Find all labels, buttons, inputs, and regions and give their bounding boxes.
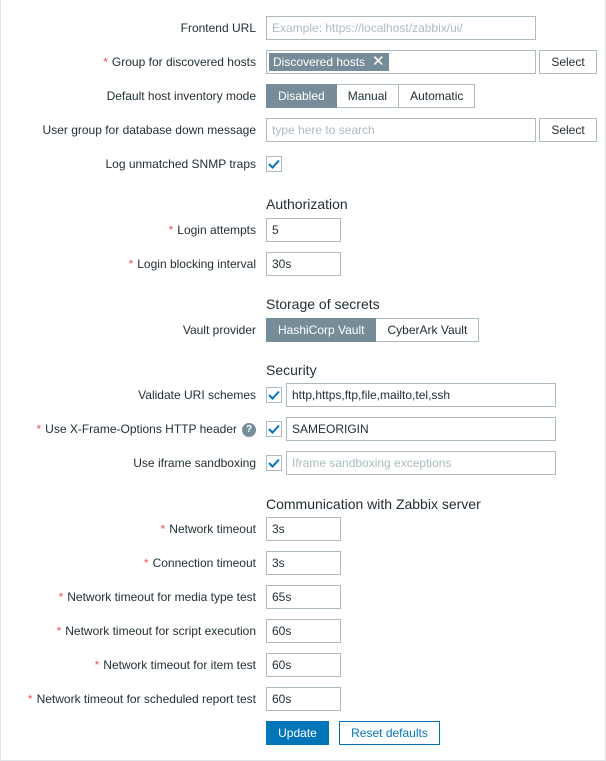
row-discovery-group [1,50,606,74]
inventory-mode-manual[interactable]: Manual [337,84,399,108]
inventory-mode-toggle [266,84,475,108]
label-connection-timeout: * Connection timeout [143,556,256,570]
help-icon[interactable]: ? [242,423,256,437]
row-db-down-group [1,118,606,142]
label-frontend-url: Frontend URL [180,21,256,35]
label-x-frame: * Use X-Frame-Options HTTP header ? [36,417,256,441]
login-block-input[interactable] [266,252,341,276]
label-script-timeout: * Network timeout for script execution [56,624,256,638]
row-snmp-traps [1,152,606,176]
script-timeout-input[interactable] [266,619,341,643]
section-communication: Communication with Zabbix server [266,496,481,512]
vault-cyberark[interactable]: CyberArk Vault [376,318,479,342]
required-asterisk: * [27,692,33,706]
row-media-timeout [1,585,606,609]
checkmark-icon [268,390,280,400]
required-asterisk: * [56,624,62,638]
required-asterisk: * [36,422,42,436]
report-timeout-input[interactable] [266,687,341,711]
required-asterisk: * [103,55,108,69]
db-down-group-select-button[interactable]: Select [539,118,597,142]
label-discovery-group: * Group for discovered hosts [103,55,256,69]
label-db-down-group: User group for database down message [42,123,256,137]
network-timeout-input[interactable] [266,517,341,541]
label-iframe: Use iframe sandboxing [133,456,256,470]
row-item-timeout [1,653,606,677]
uri-schemes-checkbox[interactable] [266,387,282,403]
row-uri-schemes [1,383,606,407]
login-attempts-input[interactable] [266,218,341,242]
discovered-hosts-tag [269,53,389,71]
required-asterisk: * [94,658,100,672]
label-report-timeout: * Network timeout for scheduled report test [27,692,256,706]
vault-hashicorp[interactable]: HashiCorp Vault [266,318,376,342]
vault-provider-toggle [266,318,479,342]
row-connection-timeout [1,551,606,575]
x-frame-checkbox[interactable] [266,421,282,437]
x-frame-input[interactable] [286,417,556,441]
required-asterisk: * [160,522,166,536]
inventory-mode-disabled[interactable]: Disabled [266,84,337,108]
required-asterisk: * [143,556,149,570]
row-report-timeout [1,687,606,711]
label-login-attempts: * Login attempts [168,223,256,237]
required-asterisk: * [58,590,64,604]
inventory-mode-automatic[interactable]: Automatic [399,84,475,108]
db-down-group-search-input[interactable] [266,118,536,142]
label-login-block: * Login blocking interval [128,257,256,271]
label-uri-schemes: Validate URI schemes [138,388,256,402]
row-login-attempts [1,218,606,242]
iframe-checkbox[interactable] [266,455,282,471]
row-x-frame [1,417,606,441]
media-timeout-input[interactable] [266,585,341,609]
discovery-group-select-button[interactable]: Select [539,50,597,74]
row-iframe [1,451,606,475]
section-security: Security [266,362,317,378]
discovery-group-multiselect[interactable] [266,50,536,74]
close-icon[interactable]: ✕ [372,53,385,70]
uri-schemes-input[interactable] [286,383,556,407]
checkmark-icon [268,458,280,468]
row-inventory-mode [1,84,606,108]
label-network-timeout: * Network timeout [160,522,256,536]
tag-label: Discovered hosts [273,55,366,69]
row-script-timeout [1,619,606,643]
row-frontend-url [1,16,606,40]
label-media-timeout: * Network timeout for media type test [58,590,256,604]
checkmark-icon [268,424,280,434]
required-asterisk: * [168,223,174,237]
label-vault: Vault provider [182,323,256,337]
iframe-input[interactable] [286,451,556,475]
frontend-url-input[interactable] [266,16,536,40]
label-inventory-mode: Default host inventory mode [106,89,256,103]
section-authorization: Authorization [266,196,348,212]
snmp-traps-checkbox[interactable] [266,156,282,172]
row-vault [1,318,606,342]
connection-timeout-input[interactable] [266,551,341,575]
label-item-timeout: * Network timeout for item test [94,658,256,672]
item-timeout-input[interactable] [266,653,341,677]
label-snmp-traps: Log unmatched SNMP traps [105,157,256,171]
checkmark-icon [268,159,280,169]
section-storage: Storage of secrets [266,296,380,312]
row-login-block [1,252,606,276]
reset-defaults-button[interactable]: Reset defaults [339,721,440,745]
update-button[interactable]: Update [266,721,329,745]
required-asterisk: * [128,257,134,271]
row-network-timeout [1,517,606,541]
